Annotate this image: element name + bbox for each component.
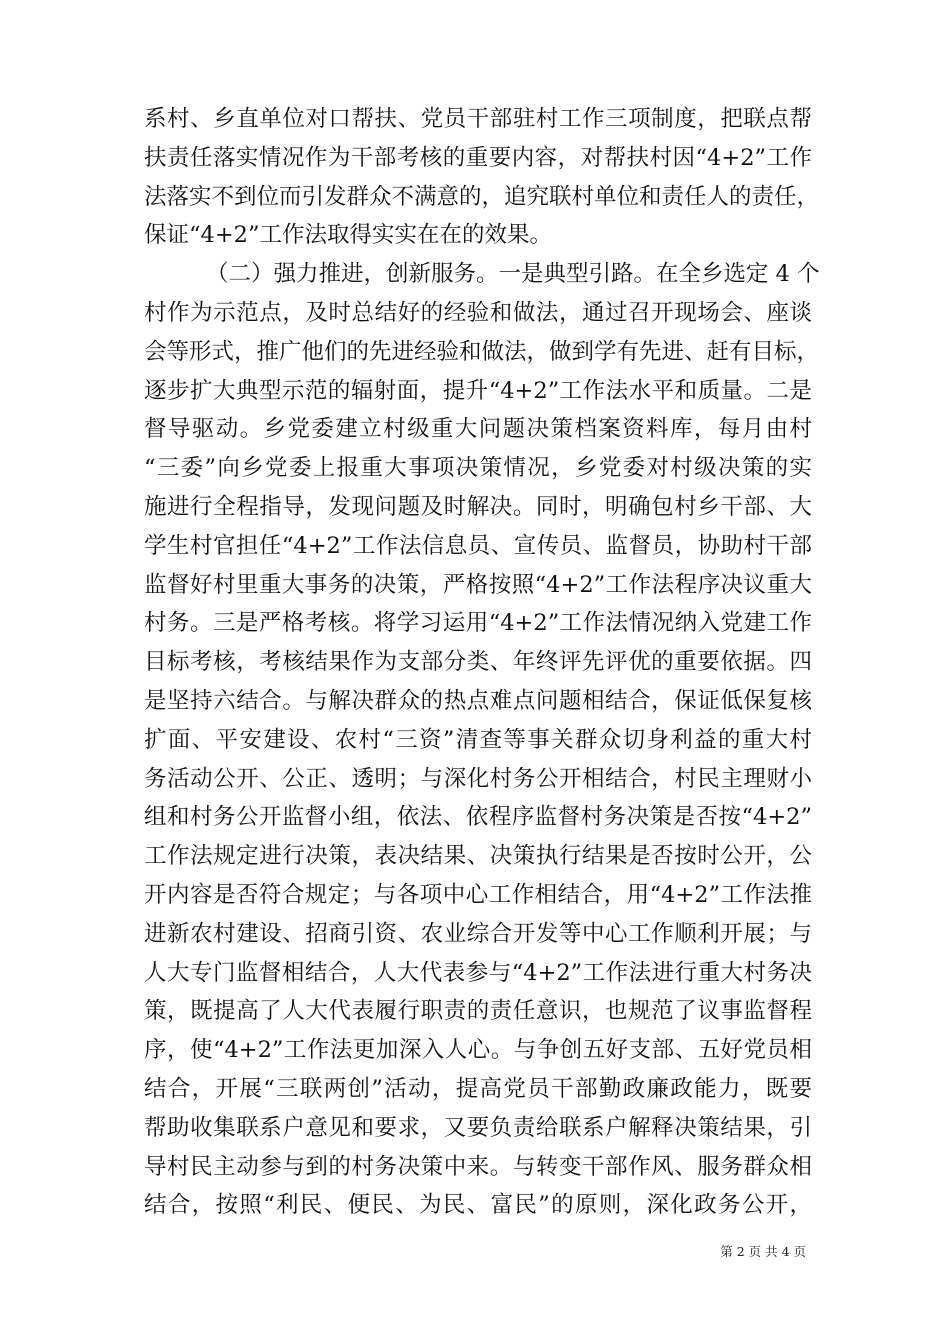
text-line: 监督好村里重大事务的决策，严格按照“4+2”工作法程序决议重大 bbox=[144, 571, 812, 598]
text-line: 组和村务公开监督小组，依法、依程序监督村务决策是否按“4+2” bbox=[144, 804, 812, 831]
text-line: 目标考核，考核结果作为支部分类、年终评先评优的重要依据。四 bbox=[144, 649, 812, 676]
text-line: 会等形式，推广他们的先进经验和做法，做到学有先进、赶有目标， bbox=[144, 338, 820, 365]
text-line: 人大专门监督相结合，人大代表参与“4+2”工作法进行重大村务决 bbox=[144, 959, 812, 986]
text-line: 是坚持六结合。与解决群众的热点难点问题相结合，保证低保复核 bbox=[144, 687, 812, 714]
text-line: 村作为示范点，及时总结好的经验和做法，通过召开现场会、座谈 bbox=[144, 299, 812, 326]
text-line: 保证“4+2”工作法取得实实在在的效果。 bbox=[144, 222, 552, 249]
text-line: 村务。三是严格考核。将学习运用“4+2”工作法情况纳入党建工作 bbox=[144, 610, 812, 637]
text-line: 系村、乡直单位对口帮扶、党员干部驻村工作三项制度，把联点帮 bbox=[144, 106, 812, 132]
text-line: 逐步扩大典型示范的辐射面，提升“4+2”工作法水平和质量。二是 bbox=[144, 377, 812, 404]
text-line: 帮助收集联系户意见和要求，又要负责给联系户解释决策结果，引 bbox=[144, 1114, 812, 1141]
text-line: 结合，开展“三联两创”活动，提高党员干部勤政廉政能力，既要 bbox=[144, 1075, 812, 1102]
text-line: 策，既提高了人大代表履行职责的责任意识，也规范了议事监督程 bbox=[144, 998, 812, 1025]
text-line: 扶责任落实情况作为干部考核的重要内容，对帮扶村因“4+2”工作 bbox=[144, 144, 812, 171]
text-line: 导村民主动参与到的村务决策中来。与转变干部作风、服务群众相 bbox=[144, 1153, 812, 1180]
text-line: 扩面、平安建设、农村“三资”清查等事关群众切身利益的重大村 bbox=[144, 726, 812, 753]
text-line: 工作法规定进行决策，表决结果、决策执行结果是否按时公开，公 bbox=[144, 843, 812, 870]
text-line: 务活动公开、公正、透明；与深化村务公开相结合，村民主理财小 bbox=[144, 765, 812, 792]
text-line: 学生村官担任“4+2”工作法信息员、宣传员、监督员，协助村干部 bbox=[144, 532, 812, 559]
text-line: 结合，按照“利民、便民、为民、富民”的原则，深化政务公开， bbox=[144, 1192, 812, 1219]
body-text bbox=[144, 100, 820, 1225]
text-line: 序，使“4+2”工作法更加深入人心。与争创五好支部、五好党员相 bbox=[144, 1037, 812, 1064]
text-line: 进新农村建设、招商引资、农业综合开发等中心工作顺利开展；与 bbox=[144, 920, 812, 947]
text-line: 施进行全程指导，发现问题及时解决。同时，明确包村乡干部、大 bbox=[144, 493, 812, 520]
text-line: “三委”向乡党委上报重大事项决策情况，乡党委对村级决策的实 bbox=[144, 455, 812, 482]
page-number-footer: 第 2 页 共 4 页 bbox=[720, 1244, 806, 1259]
text-line: 开内容是否符合规定；与各项中心工作相结合，用“4+2”工作法推 bbox=[144, 881, 812, 908]
text-line: 督导驱动。乡党委建立村级重大问题决策档案资料库，每月由村 bbox=[144, 416, 812, 443]
paragraph-start-line: （二）强力推进，创新服务。一是典型引路。在全乡选定 4 个 bbox=[206, 261, 820, 288]
text-line: 法落实不到位而引发群众不满意的，追究联村单位和责任人的责任， bbox=[144, 183, 820, 210]
